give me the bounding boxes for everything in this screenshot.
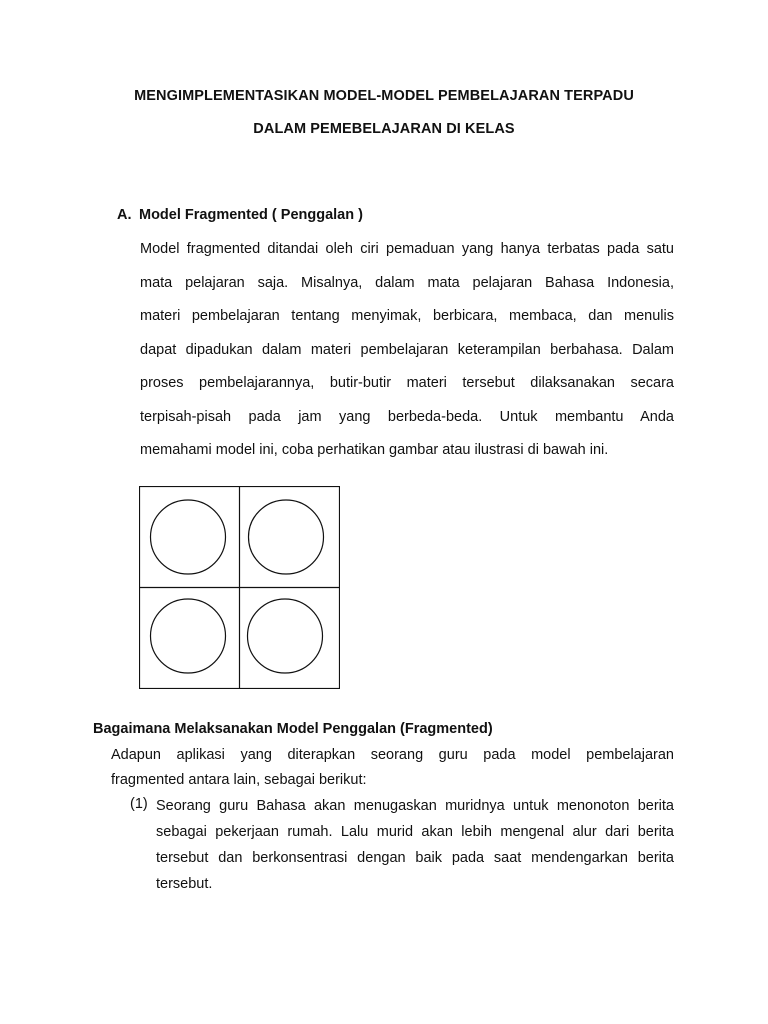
subsection-paragraph bbox=[111, 745, 674, 795]
paragraph-line: dapat dipadukan dalam materi pembelajaran keterampilan berbahasa. Dalam bbox=[140, 341, 674, 358]
list-item-line: tersebut dan berkonsentrasi dengan baik pada saat mendengarkan berita bbox=[156, 850, 674, 866]
section-a-title: Model Fragmented ( Penggalan ) bbox=[139, 207, 363, 223]
diagram-circle-bottom-left bbox=[151, 599, 226, 673]
list-item-line: tersebut. bbox=[156, 876, 213, 892]
paragraph-line: memahami model ini, coba perhatikan gambar atau ilustrasi di bawah ini. bbox=[140, 442, 609, 458]
section-a-heading bbox=[117, 207, 363, 223]
list-item-number: (1) bbox=[130, 796, 148, 812]
paragraph-line: proses pembelajarannya, butir-butir materi tersebut dilaksanakan secara bbox=[140, 375, 674, 391]
section-letter: A. bbox=[117, 207, 132, 223]
diagram-circle-top-right bbox=[249, 500, 324, 574]
paragraph-line: Model fragmented ditandai oleh ciri pemaduan yang hanya terbatas pada satu bbox=[140, 241, 674, 257]
paragraph-line: terpisah-pisah pada jam yang berbeda-beda. Untuk membantu Anda bbox=[140, 408, 674, 425]
list-item-line: sebagai pekerjaan rumah. Lalu murid akan lebih mengenal alur dari berita bbox=[156, 824, 674, 840]
diagram-circle-bottom-right bbox=[248, 599, 323, 673]
subsection-heading: Bagaimana Melaksanakan Model Penggalan (Fragmented) bbox=[93, 721, 493, 737]
list-item-line: Seorang guru Bahasa akan menugaskan muridnya untuk menonoton berita bbox=[156, 798, 674, 814]
paragraph-line: materi pembelajaran tentang menyimak, berbicara, membaca, dan menulis bbox=[140, 308, 674, 324]
list-item-body bbox=[156, 796, 674, 900]
fragmented-model-diagram bbox=[139, 486, 340, 689]
paragraph-line: mata pelajaran saja. Misalnya, dalam mata pelajaran Bahasa Indonesia, bbox=[140, 274, 674, 291]
paragraph-line: Adapun aplikasi yang diterapkan seorang guru pada model pembelajaran bbox=[111, 747, 674, 763]
diagram-circle-top-left bbox=[151, 500, 226, 574]
paragraph-line: fragmented antara lain, sebagai berikut: bbox=[111, 772, 367, 788]
document-title-line-2: DALAM PEMEBELAJARAN DI KELAS bbox=[253, 121, 515, 137]
section-a-paragraph bbox=[140, 239, 674, 474]
document-title-line-1: MENGIMPLEMENTASIKAN MODEL-MODEL PEMBELAJARAN TERPADU bbox=[134, 88, 634, 104]
